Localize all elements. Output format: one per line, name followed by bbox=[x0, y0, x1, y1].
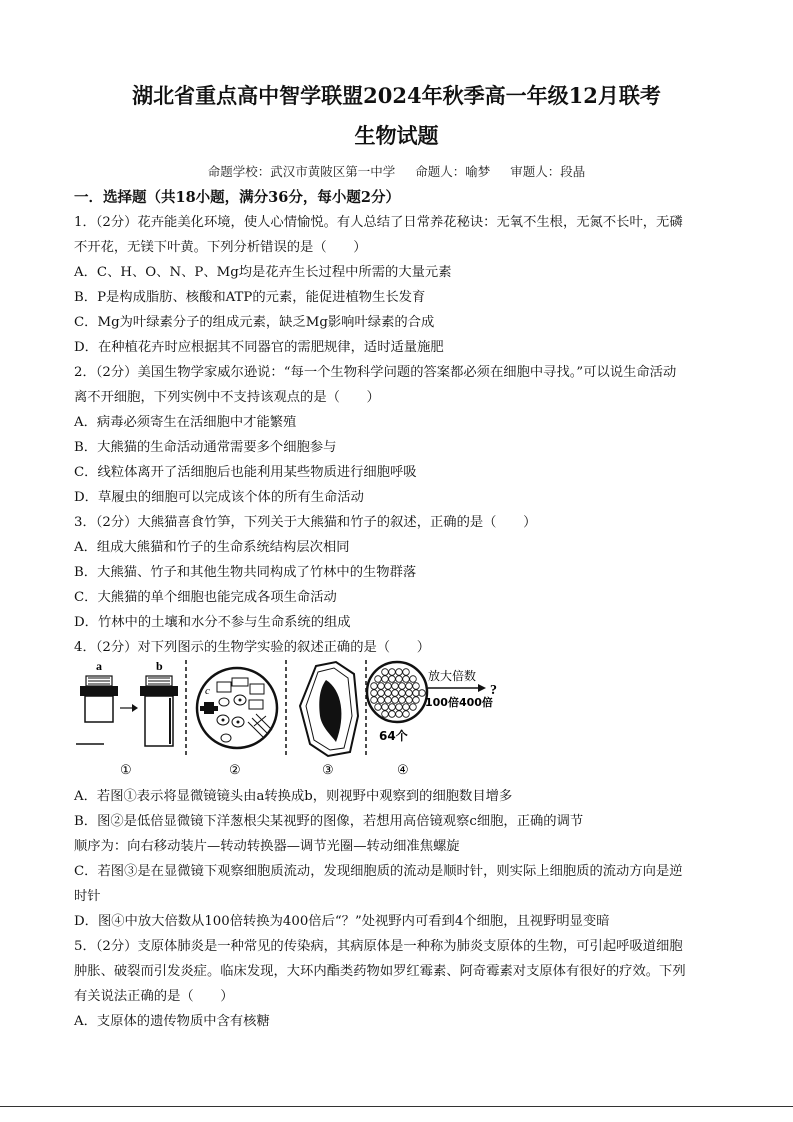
page-bottom-rule bbox=[0, 1106, 793, 1107]
q4-option-d: D．图④中放大倍数从100倍转换为400倍后“？”处视野内可看到4个细胞，且视野明显变暗 bbox=[74, 914, 610, 929]
q3-option-d: D．竹林中的土壤和水分不参与生命系统的组成 bbox=[74, 615, 351, 630]
label-panel-1: ① bbox=[120, 763, 132, 778]
q2-stem-line2: 离不开细胞，下列实例中不支持该观点的是（ ） bbox=[74, 390, 380, 405]
label-panel-3: ③ bbox=[322, 763, 334, 778]
figure-panel-1 bbox=[76, 659, 178, 778]
label-panel-2: ② bbox=[229, 763, 241, 778]
q1-option-c: C．Mg为叶绿素分子的组成元素，缺乏Mg影响叶绿素的合成 bbox=[74, 315, 435, 330]
exam-school: 命题学校：武汉市黄陂区第一中学 bbox=[207, 164, 396, 179]
q4-stem: 4．（2分）对下列图示的生物学实验的叙述正确的是（ ） bbox=[74, 640, 430, 655]
q5-option-a: A．支原体的遗传物质中含有核糖 bbox=[74, 1014, 270, 1029]
q2-option-c: C．线粒体离开了活细胞后也能利用某些物质进行细胞呼吸 bbox=[74, 465, 417, 480]
q5-stem-line1: 5．（2分）支原体肺炎是一种常见的传染病，其病原体是一种称为肺炎支原体的生物，可引起呼吸道细胞 bbox=[74, 939, 683, 954]
q3-option-c: C．大熊猫的单个细胞也能完成各项生命活动 bbox=[74, 590, 337, 605]
q1-stem-line1: 1．（2分）花卉能美化环境，使人心情愉悦。有人总结了日常养花秘诀：无氧不生根，无氮不长叶，无磷 bbox=[74, 215, 683, 230]
q3-option-a: A．组成大熊猫和竹子的生命系统结构层次相同 bbox=[74, 540, 350, 555]
exam-subtitle: 生物试题 bbox=[354, 123, 439, 148]
label-panel-4: ④ bbox=[397, 763, 409, 778]
q2-stem-line1: 2．（2分）美国生物学家威尔逊说：“每一个生物科学问题的答案都必须在细胞中寻找。”可以说生命活动 bbox=[74, 365, 677, 380]
q1-stem-line2: 不开花，无镁下叶黄。下列分析错误的是（ ） bbox=[74, 240, 367, 255]
q4-option-c-line1: C．若图③是在显微镜下观察细胞质流动，发现细胞质的流动是顺时针，则实际上细胞质的流动方向是逆 bbox=[74, 864, 683, 879]
label-c: c bbox=[205, 685, 210, 697]
q1-option-b: B．P是构成脂肪、核酸和ATP的元素，能促进植物生长发育 bbox=[74, 290, 426, 305]
q2-option-b: B．大熊猫的生命活动通常需要多个细胞参与 bbox=[74, 440, 337, 455]
q2-option-a: A．病毒必须寄生在活细胞中才能繁殖 bbox=[74, 415, 297, 430]
magnify-label: 放大倍数 bbox=[428, 669, 477, 683]
magnify-range: 100倍400倍 bbox=[425, 696, 493, 709]
figure-panel-4 bbox=[367, 662, 497, 778]
q2-option-d: D．草履虫的细胞可以完成该个体的所有生命活动 bbox=[74, 490, 364, 505]
label-a: a bbox=[96, 659, 102, 673]
q1-option-a: A．C、H、O、N、P、Mg均是花卉生长过程中所需的大量元素 bbox=[74, 265, 452, 280]
exam-reviewer: 审题人：段晶 bbox=[510, 164, 586, 179]
exam-meta bbox=[0, 162, 793, 180]
q4-option-c-line2: 时针 bbox=[74, 889, 101, 904]
q4-figure bbox=[74, 656, 514, 780]
unknown-mark: ? bbox=[490, 683, 497, 698]
section-heading: 一．选择题（共18小题，满分36分，每小题2分） bbox=[74, 189, 400, 206]
figure-panel-3 bbox=[300, 662, 358, 778]
q4-option-b-line1: B．图②是低倍显微镜下洋葱根尖某视野的图像，若想用高倍镜观察c细胞，正确的调节 bbox=[74, 814, 584, 829]
q1-option-d: D．在种植花卉时应根据其不同器官的需肥规律，适时适量施肥 bbox=[74, 340, 444, 355]
figure-panel-2 bbox=[197, 668, 277, 778]
q5-stem-line2: 肿胀、破裂而引发炎症。临床发现，大环内酯类药物如罗红霉素、阿奇霉素对支原体有很好的疗效。下列 bbox=[74, 964, 686, 979]
q3-option-b: B．大熊猫、竹子和其他生物共同构成了竹林中的生物群落 bbox=[74, 565, 417, 580]
exam-author: 命题人：喻梦 bbox=[415, 164, 491, 179]
q3-stem: 3．（2分）大熊猫喜食竹笋，下列关于大熊猫和竹子的叙述，正确的是（ ） bbox=[74, 515, 537, 530]
q5-stem-line3: 有关说法正确的是（ ） bbox=[74, 989, 234, 1004]
label-b: b bbox=[156, 659, 163, 673]
q4-option-a: A．若图①表示将显微镜镜头由a转换成b，则视野中观察到的细胞数目增多 bbox=[74, 789, 513, 804]
exam-title: 湖北省重点高中智学联盟2024年秋季高一年级12月联考 bbox=[132, 83, 661, 108]
cell-count: 64个 bbox=[379, 729, 408, 743]
q4-option-b-line2: 顺序为：向右移动装片—转动转换器—调节光圈—转动细准焦螺旋 bbox=[74, 839, 460, 854]
